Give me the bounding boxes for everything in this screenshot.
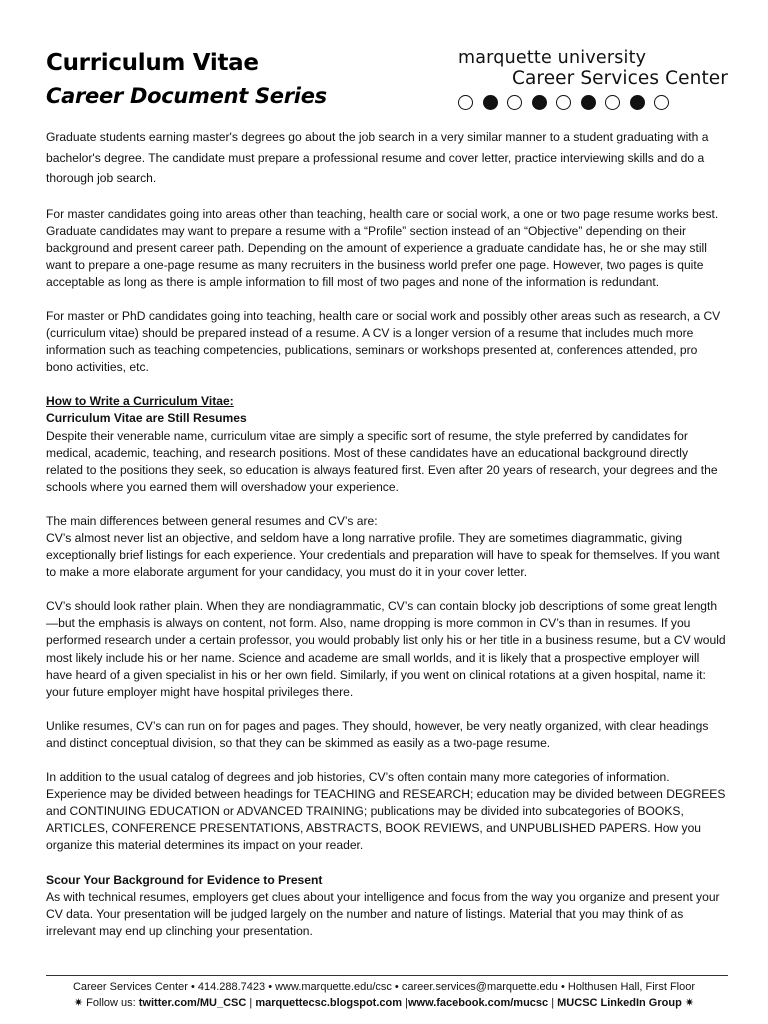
- separator: |: [548, 997, 558, 1009]
- heading-scour: Scour Your Background for Evidence to Present: [46, 872, 323, 887]
- university-logo: [458, 48, 728, 118]
- document-subtitle: Career Document Series: [46, 84, 327, 108]
- filled-circle-icon: [630, 95, 645, 110]
- paragraph-categories: In addition to the usual catalog of degrees and job histories, CV’s often contain many more categories of information. Experience may be divided between headings for TEACHING and RESEARCH; education may be divided between DEGREES and CONTINUING EDUCATION or ADVANCED TRAINING; publications may be divided into subcategories of BOOKS, ARTICLES, CONFERENCE PRESENTATIONS, ABSTRACTS, BOOK REVIEWS, and UNPUBLISHED PAPERS. How you organize this material determines its impact on your reader.: [46, 770, 726, 853]
- paragraph-scour: As with technical resumes, employers get clues about your intelligence and focus from the way you organize and present your CV data. Your presentation will be judged largely on the number and nature of listings. Material that you may think of as irrelevant may end up clinching your presentation.: [46, 889, 720, 938]
- document-title: Curriculum Vitae: [46, 50, 259, 76]
- page-footer: [0, 979, 768, 1011]
- paragraph-differences: CV’s almost never list an objective, and seldom have a long narrative profile. They are sometimes diagrammatic, giving exceptionally brief listings for each experience. Your credentials and preparation will have to speak for themselves. If you want to make a more elaborate argument for your candidacy, you must do it in your cover letter.: [46, 531, 720, 580]
- footer-social: [0, 995, 768, 1011]
- star-icon: ✷: [684, 997, 695, 1009]
- footer-divider: [46, 975, 728, 976]
- paragraph-unlike: Unlike resumes, CV’s can run on for pages and pages. They should, however, be very neatly organized, with clear headings and distinct conceptual division, so that they can be skimmed as easily as a two-page resume.: [46, 718, 709, 750]
- separator: |: [402, 997, 408, 1009]
- paragraph-differences-intro: The main differences between general resumes and CV’s are:: [46, 513, 378, 528]
- twitter-link[interactable]: twitter.com/MU_CSC: [138, 997, 247, 1009]
- paragraph-intro: Graduate students earning master's degrees go about the job search in a very similar manner to a student graduating with a bachelor's degree. The candidate must prepare a professional resume and cover letter, practice interviewing skills and do a thorough job search.: [46, 130, 709, 185]
- filled-circle-icon: [532, 95, 547, 110]
- follow-label: Follow us:: [86, 997, 136, 1009]
- filled-circle-icon: [581, 95, 596, 110]
- document-body: [46, 127, 726, 940]
- star-icon: ✷: [73, 997, 84, 1009]
- facebook-link[interactable]: www.facebook.com/mucsc: [407, 997, 549, 1009]
- paragraph-phd: For master or PhD candidates going into teaching, health care or social work and possibly other areas such as research, a CV (curriculum vitae) should be prepared instead of a resume. A CV is a longer version of a resume that includes much more information such as teaching competencies, publications, seminars or workshops presented at, conferences attended, pro bono activities, etc.: [46, 308, 721, 375]
- blog-link[interactable]: marquettecsc.blogspot.com: [255, 997, 403, 1009]
- open-circle-icon: [605, 95, 620, 110]
- open-circle-icon: [507, 95, 522, 110]
- document-header: [46, 46, 728, 116]
- paragraph-masters: For master candidates going into areas other than teaching, health care or social work, a one or two page resume works best. Graduate candidates may want to prepare a resume with a “Profile” section instead of an “Objective” depending on their background and present career path. Depending on the amount of experience a graduate candidate has, he or she may still want to prepare a one-page resume as many recruiters in the business world prefer one page. However, two pages is quite acceptable as long as there is ample information to fill most of two pages and none of the information is redundant.: [46, 206, 719, 289]
- linkedin-link[interactable]: MUCSC LinkedIn Group: [557, 997, 682, 1009]
- footer-contact: Career Services Center • 414.288.7423 • www.marquette.edu/csc • career.services@marquette.edu • Holthusen Hall, First Floor: [72, 981, 696, 993]
- paragraph-plain: CV’s should look rather plain. When they are nondiagrammatic, CV’s can contain blocky job descriptions of some great length—but the emphasis is always on content, not form. Also, name dropping is more common in CV’s than in resumes. If you performed research under a certain professor, you would probably list only his or her title in a business resume, but a CV would most likely include his or her name. Science and academe are small worlds, and it is likely that a prospective employer will have heard of a given specialist in his or her own field. Similarly, if you went on clinical rotations at a given hospital, name it: your future employer might have hospital privileges there.: [46, 599, 726, 699]
- open-circle-icon: [654, 95, 669, 110]
- paragraph-still-resumes: Despite their venerable name, curriculum vitae are simply a specific sort of resume, the style preferred by candidates for medical, academic, teaching, and research positions. Most of these candidates have an educational background directly related to the positions they seek, so education is always featured first. Even after 20 years of research, your degrees and the schools where you earned them will overshadow your experience.: [46, 428, 718, 494]
- brand-center: Career Services Center: [511, 68, 728, 89]
- heading-still-resumes: Curriculum Vitae are Still Resumes: [46, 411, 247, 426]
- filled-circle-icon: [483, 95, 498, 110]
- heading-how-to: How to Write a Curriculum Vitae:: [46, 394, 234, 409]
- open-circle-icon: [556, 95, 571, 110]
- logo-dots: [458, 95, 669, 110]
- open-circle-icon: [458, 95, 473, 110]
- separator: |: [246, 997, 256, 1009]
- brand-university: marquette university: [458, 48, 647, 68]
